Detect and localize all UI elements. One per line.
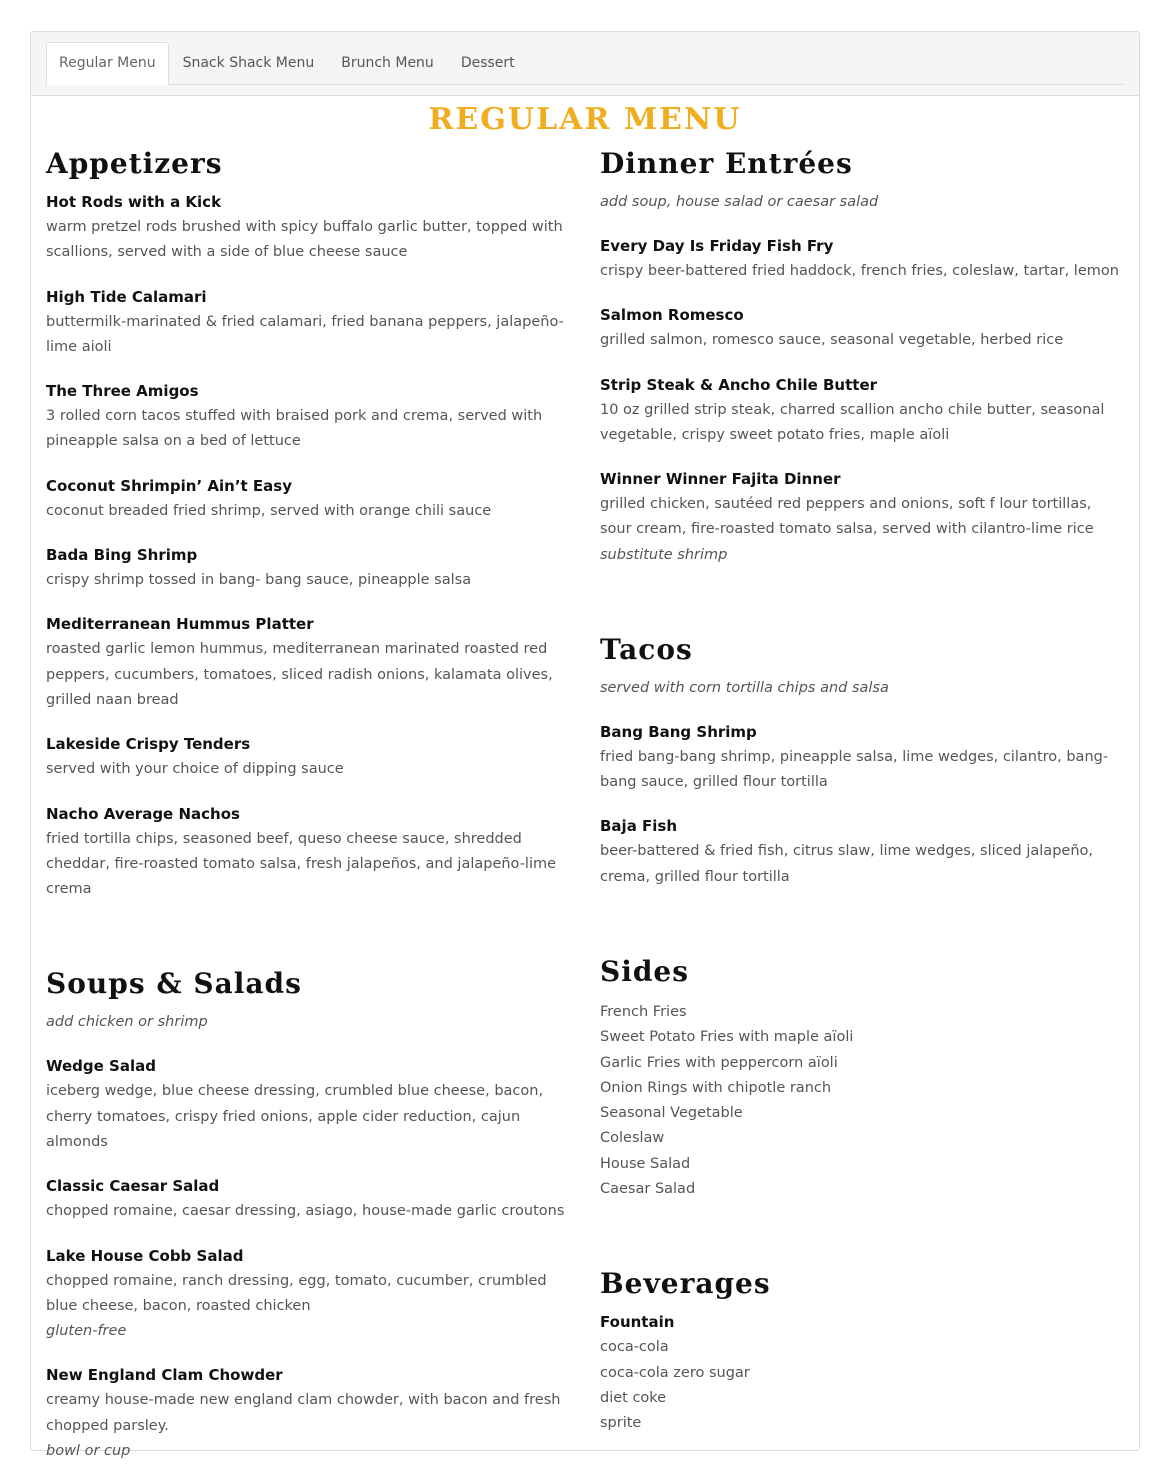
item-description: chopped romaine, ranch dressing, egg, tomato, cucumber, crumbled blue cheese, bacon, roasted chicken (46, 1272, 547, 1314)
menu-item (46, 804, 568, 903)
item-name: Nacho Average Nachos (46, 804, 240, 823)
section-title: Dinner Entrées (600, 147, 853, 180)
item-name: Baja Fish (600, 817, 678, 836)
item-name: Lake House Cobb Salad (46, 1246, 244, 1265)
menu-item (46, 476, 568, 524)
item-name: Winner Winner Fajita Dinner (600, 470, 841, 489)
item-name: Bada Bing Shrimp (46, 546, 198, 565)
menu-item (46, 734, 568, 782)
side-item: Onion Rings with chipotle ranch (600, 1079, 832, 1096)
side-item: French Fries (600, 1003, 687, 1020)
tab-regular-menu[interactable]: Regular Menu (46, 42, 169, 85)
item-name: Hot Rods with a Kick (46, 193, 222, 211)
item-name: Mediterranean Hummus Platter (46, 615, 314, 634)
section-note: add chicken or shrimp (46, 1014, 208, 1031)
section-title: Beverages (600, 1267, 771, 1301)
menu-item (600, 236, 1122, 284)
tacos-section (600, 632, 1122, 890)
item-description: creamy house-made new england clam chowder, with bacon and fresh chopped parsley. (46, 1392, 561, 1434)
item-description: fried tortilla chips, seasoned beef, queso cheese sauce, shredded cheddar, fire-roasted tomato salsa, fresh jalapeños, and jalapeño-lime crema (46, 830, 557, 898)
item-name: Coconut Shrimpin’ Ain’t Easy (46, 476, 292, 495)
item-name: Every Day Is Friday Fish Fry (600, 237, 834, 255)
item-name: Wedge Salad (46, 1057, 156, 1076)
section-note: served with corn tortilla chips and salsa (600, 679, 889, 696)
menu-item (46, 614, 568, 713)
tab-snack-shack-menu[interactable]: Snack Shack Menu (182, 55, 315, 71)
item-description: served with your choice of dipping sauce (46, 761, 344, 778)
right-column (600, 146, 1122, 1437)
item-description: 10 oz grilled strip steak, charred scallion ancho chile butter, seasonal vegetable, crispy sweet potato fries, maple aïoli (600, 401, 1105, 443)
menu-item (46, 1056, 568, 1155)
menu-item (600, 816, 1122, 890)
menu-item (600, 375, 1122, 449)
menu-item (46, 545, 568, 593)
item-description: coconut breaded fried shrimp, served with orange chili sauce (46, 502, 492, 519)
sides-list (600, 1000, 1122, 1202)
menu-item (600, 722, 1122, 796)
item-name: Lakeside Crispy Tenders (46, 735, 251, 754)
section-title: Soups & Salads (46, 967, 302, 1001)
item-description: crispy beer-battered fried haddock, french fries, coleslaw, tartar, lemon (600, 263, 1119, 279)
item-description: grilled chicken, sautéed red peppers and onions, soft f lour tortillas, sour cream, fire-roasted tomato salsa, served with cilantro-lime rice (600, 496, 1094, 538)
menu-item (46, 381, 568, 455)
item-description: crispy shrimp tossed in bang- bang sauce, pineapple salsa (46, 572, 472, 589)
beverage-item: sprite (600, 1415, 642, 1432)
item-note: bowl or cup (46, 1442, 131, 1459)
tab-dessert[interactable]: Dessert (460, 55, 515, 71)
section-title: Sides (600, 954, 690, 988)
item-name: New England Clam Chowder (46, 1366, 283, 1385)
tab-brunch-menu[interactable]: Brunch Menu (341, 55, 434, 71)
beverages-section (600, 1266, 1122, 1436)
item-description: warm pretzel rods brushed with spicy buffalo garlic butter, topped with scallions, served with a side of blue cheese sauce (46, 219, 563, 261)
side-item: Garlic Fries with peppercorn aïoli (600, 1054, 838, 1071)
item-name: Salmon Romesco (600, 306, 744, 325)
page-title: REGULAR MENU (428, 102, 742, 137)
item-description: iceberg wedge, blue cheese dressing, crumbled blue cheese, bacon, cherry tomatoes, crispy fried onions, apple cider reduction, cajun almonds (46, 1083, 544, 1151)
panel-heading (31, 32, 1139, 96)
item-description: fried bang-bang shrimp, pineapple salsa, lime wedges, cilantro, bang-bang sauce, grilled flour tortilla (600, 748, 1109, 791)
section-title: Appetizers (46, 147, 223, 180)
section-title: Tacos (600, 632, 693, 666)
beverage-item: diet coke (600, 1389, 667, 1406)
beverage-item: coca-cola zero sugar (600, 1364, 750, 1381)
menu-tabs (46, 42, 1124, 85)
item-note: gluten-free (46, 1323, 127, 1340)
item-description: chopped romaine, caesar dressing, asiago, house-made garlic croutons (46, 1203, 565, 1220)
menu-item (46, 1176, 568, 1224)
menu-item (600, 305, 1122, 353)
item-name: The Three Amigos (46, 382, 199, 401)
side-item: Coleslaw (600, 1130, 665, 1147)
side-item: Seasonal Vegetable (600, 1105, 743, 1122)
menu-item (46, 287, 568, 361)
item-name: Bang Bang Shrimp (600, 722, 757, 741)
side-item: House Salad (600, 1155, 691, 1172)
item-description: roasted garlic lemon hummus, mediterranean marinated roasted red peppers, cucumbers, tomatoes, sliced radish onions, kalamata olives, grilled naan bread (46, 641, 553, 708)
beverage-group (600, 1312, 1122, 1436)
appetizers-section (46, 146, 568, 902)
beverage-list (600, 1335, 1122, 1436)
dinner-entrees-section (600, 146, 1122, 568)
section-note: add soup, house salad or caesar salad (600, 194, 879, 210)
menu-item (46, 1246, 568, 1345)
left-column (46, 146, 568, 1464)
beverage-item: coca-cola (600, 1339, 669, 1356)
item-name: Strip Steak & Ancho Chile Butter (600, 375, 878, 394)
item-note: substitute shrimp (600, 546, 728, 563)
beverage-group-name: Fountain (600, 1313, 675, 1332)
sides-section (600, 954, 1122, 1202)
menu-item (46, 192, 568, 266)
item-description: grilled salmon, romesco sauce, seasonal vegetable, herbed rice (600, 332, 1064, 349)
side-item: Caesar Salad (600, 1181, 696, 1198)
item-description: beer-battered & fried fish, citrus slaw, lime wedges, sliced jalapeño, crema, grilled flour tortilla (600, 843, 1093, 885)
item-name: High Tide Calamari (46, 287, 207, 306)
item-name: Classic Caesar Salad (46, 1177, 220, 1196)
item-description: buttermilk-marinated & fried calamari, fried banana peppers, jalapeño-lime aioli (46, 313, 564, 355)
menu-item (46, 1365, 568, 1464)
side-item: Sweet Potato Fries with maple aïoli (600, 1029, 854, 1046)
menu-item (600, 469, 1122, 568)
soups-salads-section (46, 966, 568, 1463)
item-description: 3 rolled corn tacos stuffed with braised pork and crema, served with pineapple salsa on a bed of lettuce (46, 408, 543, 450)
